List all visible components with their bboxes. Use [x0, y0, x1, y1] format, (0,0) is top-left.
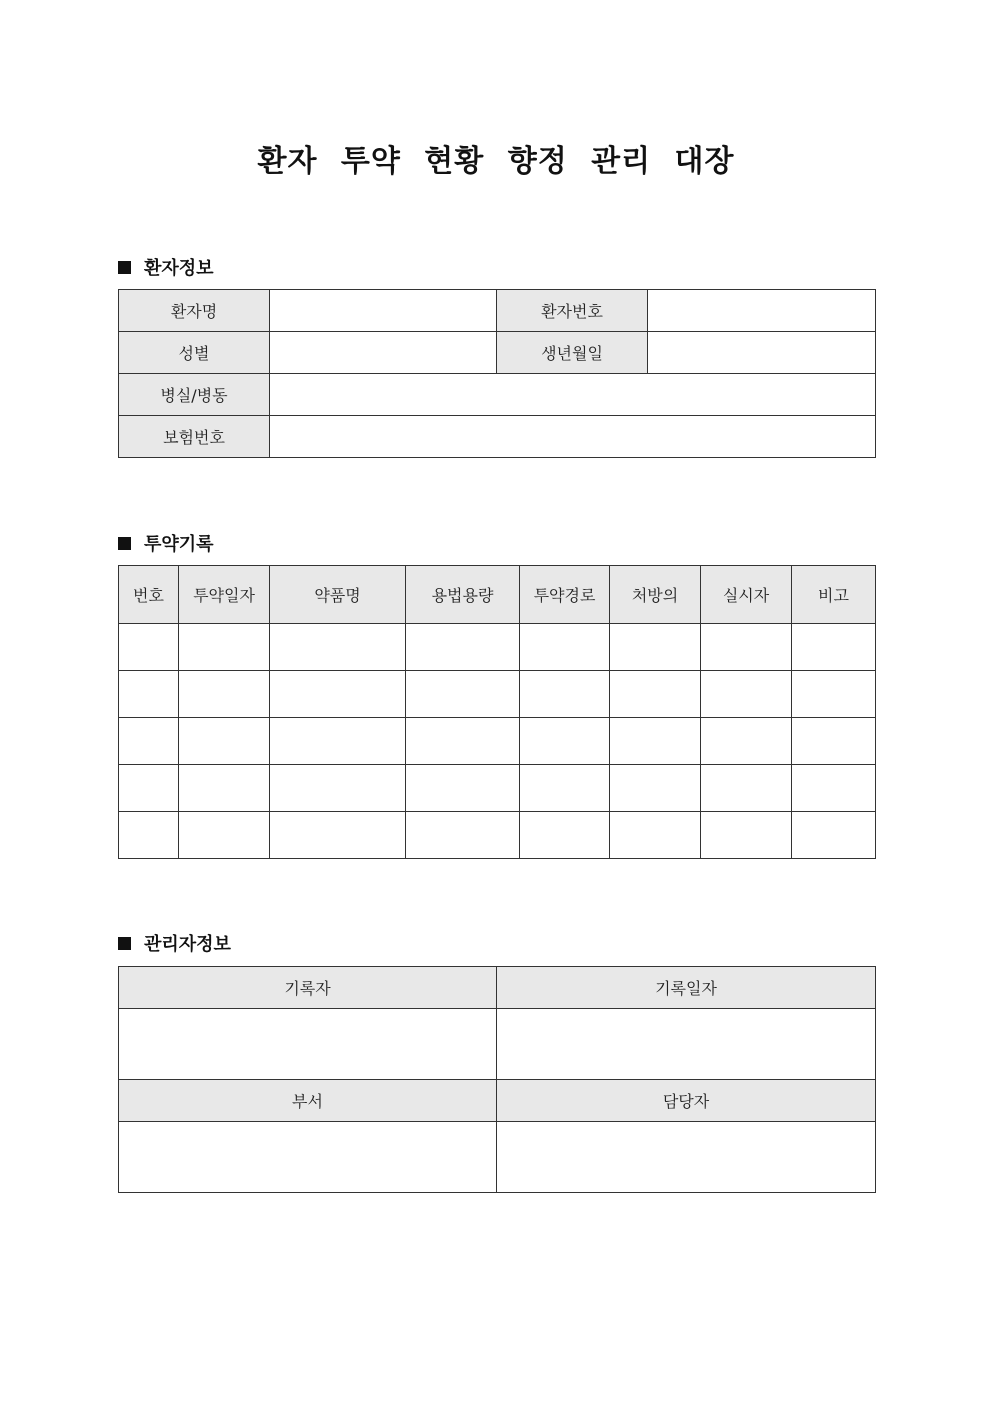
table-cell[interactable] [406, 718, 520, 765]
table-cell[interactable] [520, 624, 610, 671]
recorder-field[interactable] [119, 1009, 497, 1080]
patient-row-insurance [119, 416, 876, 458]
medication-row [119, 671, 876, 718]
table-cell[interactable] [179, 718, 270, 765]
table-cell[interactable] [520, 765, 610, 812]
table-cell[interactable] [270, 671, 406, 718]
table-cell[interactable] [792, 671, 876, 718]
column-header: 번호 [119, 566, 179, 624]
manager-section-title: 관리자정보 [144, 934, 231, 955]
recorder-label: 기록자 [119, 967, 497, 1009]
birth-date-label: 생년월일 [497, 332, 648, 374]
table-cell[interactable] [701, 812, 792, 859]
column-header: 약품명 [270, 566, 406, 624]
column-header: 투약일자 [179, 566, 270, 624]
ward-field[interactable] [270, 374, 876, 416]
table-cell[interactable] [179, 812, 270, 859]
insurance-label: 보험번호 [119, 416, 270, 458]
table-cell[interactable] [792, 765, 876, 812]
record-date-label: 기록일자 [497, 967, 876, 1009]
table-cell[interactable] [520, 812, 610, 859]
department-field[interactable] [119, 1122, 497, 1193]
manager-info-table [118, 966, 876, 1193]
table-cell[interactable] [610, 671, 701, 718]
table-cell[interactable] [520, 718, 610, 765]
table-cell[interactable] [406, 624, 520, 671]
patient-number-field[interactable] [648, 290, 876, 332]
patient-info-table [118, 289, 876, 458]
medication-row [119, 624, 876, 671]
patient-name-label: 환자명 [119, 290, 270, 332]
birth-date-field[interactable] [648, 332, 876, 374]
manager-value-row [119, 1009, 876, 1080]
patient-row-name [119, 290, 876, 332]
manager-section-heading [118, 930, 231, 956]
table-cell[interactable] [406, 765, 520, 812]
table-cell[interactable] [406, 812, 520, 859]
table-cell[interactable] [792, 718, 876, 765]
table-cell[interactable] [610, 765, 701, 812]
table-cell[interactable] [270, 812, 406, 859]
table-cell[interactable] [179, 671, 270, 718]
table-cell[interactable] [701, 765, 792, 812]
medication-record-table [118, 565, 876, 859]
table-cell[interactable] [792, 624, 876, 671]
table-cell[interactable] [610, 624, 701, 671]
table-cell[interactable] [701, 671, 792, 718]
manager-header-row [119, 1080, 876, 1122]
table-cell[interactable] [520, 671, 610, 718]
patient-number-label: 환자번호 [497, 290, 648, 332]
column-header: 용법용량 [406, 566, 520, 624]
table-cell[interactable] [119, 765, 179, 812]
medication-section-heading [118, 530, 214, 556]
ward-label: 병실/병동 [119, 374, 270, 416]
table-cell[interactable] [179, 624, 270, 671]
square-bullet-icon [118, 537, 131, 550]
patient-section-title: 환자정보 [144, 258, 214, 279]
manager-header-row [119, 967, 876, 1009]
square-bullet-icon [118, 261, 131, 274]
table-cell[interactable] [270, 765, 406, 812]
gender-field[interactable] [270, 332, 497, 374]
column-header: 비고 [792, 566, 876, 624]
gender-label: 성별 [119, 332, 270, 374]
table-cell[interactable] [119, 624, 179, 671]
square-bullet-icon [118, 937, 131, 950]
medication-row [119, 765, 876, 812]
medication-row [119, 812, 876, 859]
table-cell[interactable] [179, 765, 270, 812]
table-cell[interactable] [119, 718, 179, 765]
table-cell[interactable] [270, 624, 406, 671]
medication-row [119, 718, 876, 765]
patient-row-ward [119, 374, 876, 416]
column-header: 처방의 [610, 566, 701, 624]
person-in-charge-field[interactable] [497, 1122, 876, 1193]
table-cell[interactable] [701, 624, 792, 671]
table-cell[interactable] [119, 671, 179, 718]
patient-section-heading [118, 254, 214, 280]
column-header: 투약경로 [520, 566, 610, 624]
insurance-field[interactable] [270, 416, 876, 458]
table-cell[interactable] [610, 718, 701, 765]
department-label: 부서 [119, 1080, 497, 1122]
table-cell[interactable] [119, 812, 179, 859]
patient-name-field[interactable] [270, 290, 497, 332]
column-header: 실시자 [701, 566, 792, 624]
table-cell[interactable] [792, 812, 876, 859]
manager-value-row [119, 1122, 876, 1193]
person-in-charge-label: 담당자 [497, 1080, 876, 1122]
document-title: 환자 투약 현황 향정 관리 대장 [257, 144, 735, 179]
table-cell[interactable] [701, 718, 792, 765]
table-cell[interactable] [610, 812, 701, 859]
record-date-field[interactable] [497, 1009, 876, 1080]
patient-row-gender [119, 332, 876, 374]
medication-header-row [119, 566, 876, 624]
table-cell[interactable] [270, 718, 406, 765]
table-cell[interactable] [406, 671, 520, 718]
medication-section-title: 투약기록 [144, 534, 214, 555]
